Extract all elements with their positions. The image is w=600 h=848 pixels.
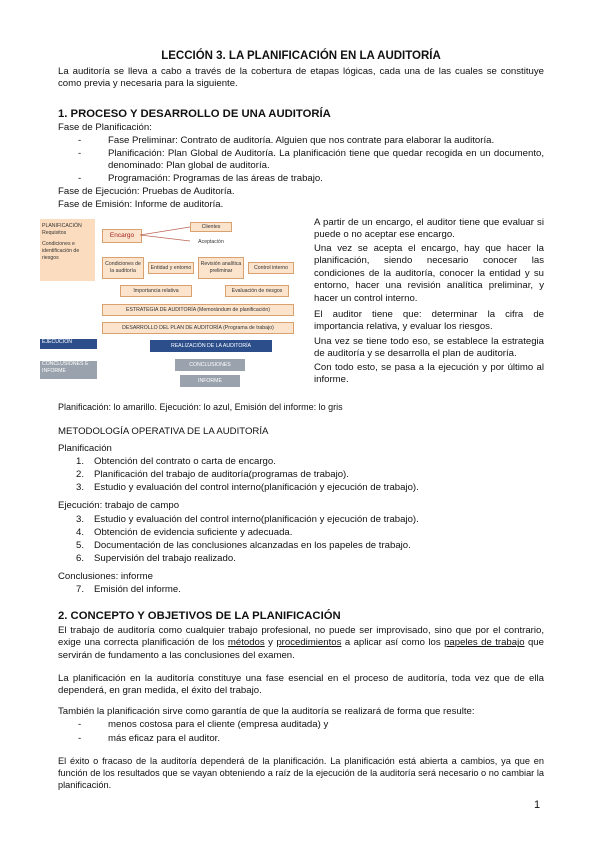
page-number: 1 [534, 799, 541, 811]
diagram-caption: Planificación: lo amarillo. Ejecución: lo azul, Emisión del informe: lo gris [58, 402, 343, 412]
dash-marker: - [78, 733, 82, 744]
document-page: LECCIÓN 3. LA PLANIFICACIÓN EN LA AUDITORÍA La auditoría se lleva a cabo a través de la cobertura de etapas lógicas, cada una de las cuales se constituye como previa y necesaria para la siguiente. 1. PROCESO Y DESARROLLO DE UNA AUDITORÍA Fase de Planificación: - Fase Preliminar: Contrato de auditoría. Alguien que nos contrate para elaborar la auditoría. - Planificación: Plan Global de Auditoría. La planificación tiene que quedar recogida en un documento, denominado: Plan global de auditoría. - Programación: Programas de las áreas de trabajo. Fase de Ejecución: Pruebas de Auditoría. Fase de Emisión: Informe de auditoría. PLANIFICACIÓN Requisitos Condiciones e identificación de riesgos EJECUCIÓN CONCLUSIONES E INFORME Encargo Clientes Aceptación Condiciones de la auditoría Entidad y entorno Revisión analítica preliminar Control interno Importancia relativa Evaluación de riesgos ESTRATEGIA DE AUDITORÍA (Memorándum de planificación) DESARROLLO DEL PLAN DE AUDITORÍA (Programa de trabajo) REALIZACIÓN DE LA AUDITORÍA CONCLUSIONES INFORME A partir de un encargo, el auditor tiene que evaluar si puede o no aceptar ese encargo. Una vez se acepta el encargo, hay que hacer la planificación, siendo necesario conocer las condiciones de la auditoría, conocer la entidad y su entorno, hacer una revisión analítica preliminar, y hacer un control interno. El auditor tiene que: determinar la cifra de importancia relativa, y evaluar los riesgos. Una vez se tiene todo eso, se establece la estrategia de auditoría y se desarrolla el plan de auditoría. Con todo esto, se pasa a la ejecución y por último al informe. Planificación: lo amarillo. Ejecución: lo azul, Emisión del informe: lo gris METODOLOGÍA OPERATIVA DE LA AUDITORÍA Planificación 1. Obtención del contrato o carta de encargo. 2. Planificación del trabajo de auditoría(programas de trabajo). 3. Estudio y evaluación del control interno(planificación y ejecución de trabajo). Ejecución: trabajo de campo 3. Estudio y evaluación del control interno(planificación y ejecución de trabajo). 4. Obtención de evidencia suficiente y adecuada. 5. Documentación de las conclusiones alcanzadas en los papeles de trabajo. 6. Supervisión del trabajo realizado. Conclusiones: informe 7. Emisión del informe. 2. CONCEPTO Y OBJETIVOS DE LA PLANIFICACIÓN El trabajo de auditoría como cualquier trabajo profesional, no puede ser improvisado, sino que por el contrario, exige una correcta planificación de los métodos y procedimientos a aplicar así como los papeles de trabajo que servirán de fundamento a las conclusiones del examen. La planificación en la auditoría constituye una fase esencial en el proceso de auditoría, toda vez que de ella dependerá, en gran medida, el éxito del trabajo. También la planificación sirve como garantía de que la auditoría se realizará de forma que resulte: - menos costosa para el cliente (empresa auditada) y - más eficaz para el auditor. El éxito o fracaso de la auditoría dependerá de la planificación. La planificación está abierta a cambios, ya que en función de los resultados que se vayan obteniendo a raíz de la ejecución de la auditoría será necesario o no cambiar la planificación. 1 [42, 50, 544, 811]
legend-conclusiones: CONCLUSIONES E INFORME [40, 361, 97, 379]
box-condiciones: Condiciones de la auditoría [102, 257, 144, 279]
dash-marker: - [78, 135, 82, 146]
page-title: LECCIÓN 3. LA PLANIFICACIÓN EN LA AUDITORÍA [161, 50, 441, 62]
box-desarrollo: DESARROLLO DEL PLAN DE AUDITORÍA (Programa de trabajo) [102, 322, 294, 334]
dash-marker: - [78, 719, 82, 730]
box-evaluacion: Evaluación de riesgos [225, 285, 289, 297]
list-item: 5. Documentación de las conclusiones alcanzadas en los papeles de trabajo. [76, 540, 411, 551]
box-aceptacion: Aceptación [190, 237, 232, 247]
legend-planificacion-block: PLANIFICACIÓN Requisitos Condiciones e identificación de riesgos [40, 219, 95, 281]
section2-paragraph: El éxito o fracaso de la auditoría dependerá de la planificación. La planificación está abierta a cambios, ya que en función de los resultados que se vayan obteniendo a raíz de la ejecución de la auditoría será necesario o no cambiar la planificación. [58, 756, 544, 790]
box-importancia: Importancia relativa [120, 285, 192, 297]
box-revision: Revisión analítica preliminar [198, 257, 244, 279]
link-metodos: métodos [227, 637, 265, 649]
dash-marker: - [78, 148, 82, 159]
box-encargo: Encargo [102, 229, 142, 243]
section2-heading: 2. CONCEPTO Y OBJETIVOS DE LA PLANIFICACIÓN [58, 610, 341, 622]
intro-paragraph: La auditoría se lleva a cabo a través de la cobertura de etapas lógicas, cada una de las cuales se constituye como previa y necesaria para la siguiente. [58, 66, 544, 90]
arrow-icon [140, 223, 192, 245]
list-item: 4. Obtención de evidencia suficiente y adecuada. [76, 527, 293, 538]
audit-process-diagram [40, 217, 302, 387]
box-conclusiones: CONCLUSIONES [175, 359, 245, 371]
conclusiones-label: Conclusiones: informe [58, 571, 153, 582]
section2-paragraph: El trabajo de auditoría como cualquier trabajo profesional, no puede ser improvisado, sino que por el contrario, exige una correcta planificación de los métodos y procedimientos a aplicar así como los papeles de trabajo que servirán de fundamento a las conclusiones del examen. [58, 625, 544, 661]
right-paragraph: A partir de un encargo, el auditor tiene que evaluar si puede o no aceptar ese encargo. [314, 217, 544, 241]
box-entidad: Entidad y entorno [148, 262, 194, 274]
metodologia-heading: METODOLOGÍA OPERATIVA DE LA AUDITORÍA [58, 426, 269, 437]
list-item: 1. Obtención del contrato o carta de encargo. [76, 456, 276, 467]
list-item: 7. Emisión del informe. [76, 584, 181, 595]
list-item: 3. Estudio y evaluación del control interno(planificación y ejecución de trabajo). [76, 514, 419, 525]
box-informe: INFORME [180, 375, 240, 387]
legend-ejecucion: EJECUCIÓN [40, 339, 97, 349]
list-item: 6. Supervisión del trabajo realizado. [76, 553, 236, 564]
list-item: 2. Planificación del trabajo de auditoría(programas de trabajo). [76, 469, 349, 480]
fase-emision: Fase de Emisión: Informe de auditoría. [58, 199, 224, 210]
right-paragraph: Con todo esto, se pasa a la ejecución y por último al informe. [314, 362, 544, 386]
section2-paragraph: La planificación en la auditoría constituye una fase esencial en el proceso de auditoría, toda vez que de ella dependerá, en gran medida, el éxito del trabajo. [58, 673, 544, 697]
right-paragraph: Una vez se acepta el encargo, hay que hacer la planificación, siendo necesario conocer las condiciones de la auditoría, conocer la entidad y su entorno, hacer una revisión analítica preliminar, y hacer un control interno. [314, 243, 544, 304]
ejecucion-label: Ejecución: trabajo de campo [58, 500, 180, 511]
section1-heading: 1. PROCESO Y DESARROLLO DE UNA AUDITORÍA [58, 108, 331, 120]
section2-paragraph: También la planificación sirve como garantía de que la auditoría se realizará de forma que resulte: [58, 706, 475, 717]
fase-ejecucion: Fase de Ejecución: Pruebas de Auditoría. [58, 186, 235, 197]
right-paragraph: Una vez se tiene todo eso, se establece la estrategia de auditoría y se desarrolla el plan de auditoría. [314, 336, 544, 360]
link-papeles: papeles de trabajo [444, 637, 525, 649]
planificacion-label: Planificación [58, 443, 112, 454]
box-control: Control interno [248, 262, 294, 274]
dash-marker: - [78, 173, 82, 184]
right-paragraph: El auditor tiene que: determinar la cifra de importancia relativa, y evaluar los riesgos. [314, 309, 544, 333]
box-realizacion: REALIZACIÓN DE LA AUDITORÍA [150, 340, 272, 352]
list-item: 3. Estudio y evaluación del control interno(planificación y ejecución de trabajo). [76, 482, 419, 493]
box-estrategia: ESTRATEGIA DE AUDITORÍA (Memorándum de planificación) [102, 304, 294, 316]
box-clientes: Clientes [190, 222, 232, 232]
link-procedimientos: procedimientos [276, 637, 342, 649]
fase-planificacion: Fase de Planificación: [58, 122, 152, 133]
